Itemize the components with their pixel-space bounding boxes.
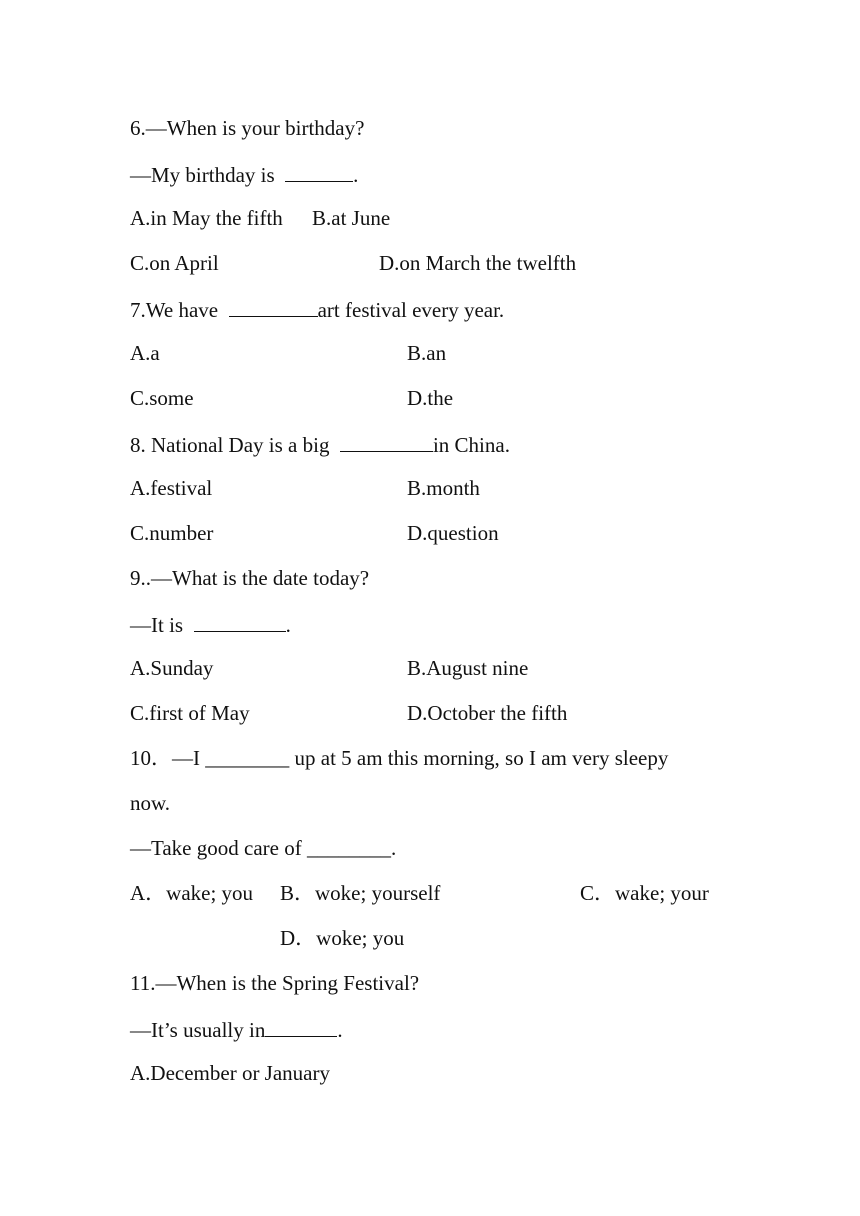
q6-option-a: A.in May the fifth (130, 206, 283, 230)
q7-option-a: A.a (130, 341, 160, 365)
q7-stem-text: 7.We have (130, 298, 229, 322)
q10-stem-continued: now. (130, 791, 171, 815)
q9-option-c: C.first of May (130, 701, 250, 725)
answer-blank (265, 1018, 337, 1037)
q10-reply: —Take good care of ________. (130, 836, 397, 860)
q9-reply (130, 613, 291, 636)
q8-option-b: B.month (407, 476, 480, 500)
q9-stem: 9..—What is the date today? (130, 566, 370, 590)
answer-blank (194, 613, 286, 632)
q7-option-d: D.the (407, 386, 454, 410)
q8-stem-text: 8. National Day is a big (130, 433, 340, 457)
q11-reply (130, 1018, 343, 1041)
q9-option-d: D.October the fifth (407, 701, 568, 725)
q9-option-a: A.Sunday (130, 656, 214, 680)
q8-stem-end: in China. (432, 433, 510, 457)
q6-reply (130, 163, 358, 186)
q6-option-b: B.at June (312, 206, 391, 230)
q10-option-b: B．woke; yourself (280, 881, 441, 905)
q6-reply-end: . (353, 163, 359, 187)
q10-option-c: C．wake; your (580, 881, 709, 905)
answer-blank (285, 163, 353, 182)
q7-option-c: C.some (130, 386, 194, 410)
q6-stem: 6.—When is your birthday? (130, 116, 365, 140)
q6-option-c: C.on April (130, 251, 219, 275)
q10-option-d: D．woke; you (280, 926, 405, 950)
q8-stem (130, 433, 510, 456)
answer-blank (229, 298, 318, 317)
q9-reply-end: . (285, 613, 291, 637)
q11-stem: 11.—When is the Spring Festival? (130, 971, 420, 995)
q8-option-d: D.question (407, 521, 499, 545)
answer-blank (340, 433, 433, 452)
q7-stem-end: art festival every year. (317, 298, 505, 322)
q9-option-b: B.August nine (407, 656, 529, 680)
q6-reply-text: —My birthday is (130, 163, 286, 187)
q10-stem: 10．—I ________ up at 5 am this morning, so I am very sleepy (130, 746, 669, 770)
q7-option-b: B.an (407, 341, 447, 365)
q7-stem (130, 298, 504, 321)
q9-reply-text: —It is (130, 613, 194, 637)
q8-option-c: C.number (130, 521, 214, 545)
q11-option-a: A.December or January (130, 1061, 330, 1085)
q11-reply-end: . (337, 1018, 343, 1042)
q8-option-a: A.festival (130, 476, 213, 500)
q10-option-a: A．wake; you (130, 881, 254, 905)
q6-option-d: D.on March the twelfth (379, 251, 577, 275)
q11-reply-text: —It’s usually in (130, 1018, 266, 1042)
